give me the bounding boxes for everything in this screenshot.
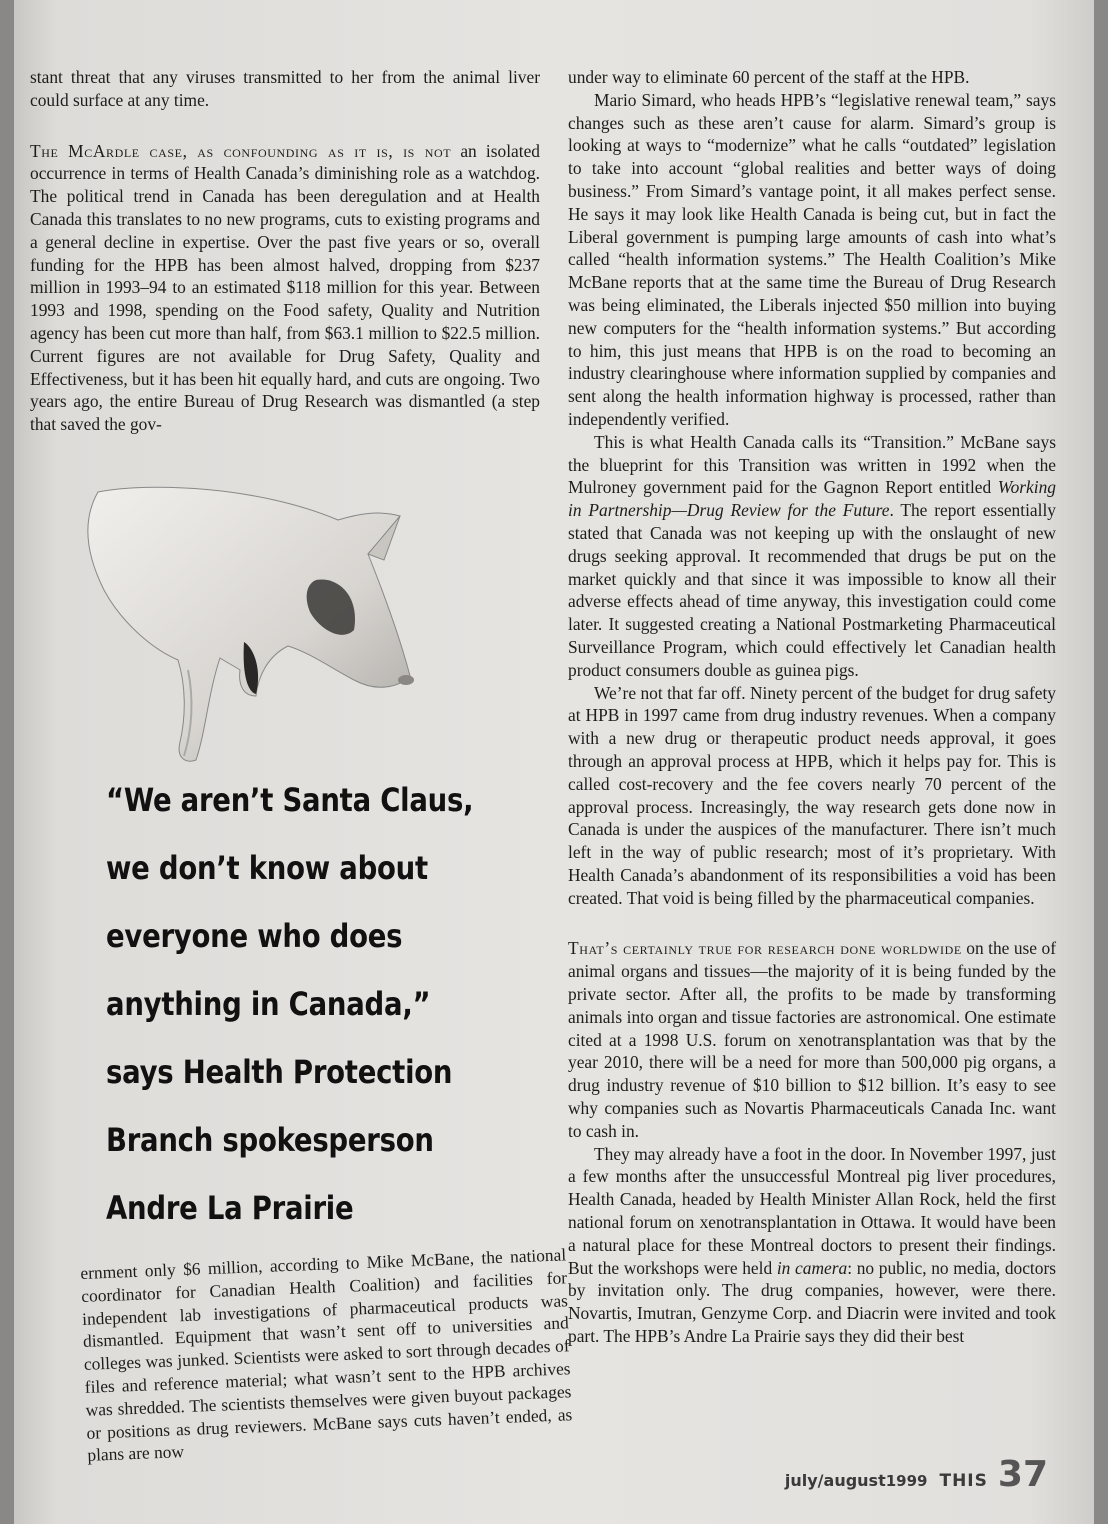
pig-illustration xyxy=(58,480,438,770)
section-body: an isolated occurrence in terms of Health Canada’s diminishing role as a watchdog. The political trend in Canada has been deregulation and at Health Canada this translates to no new programs, cuts to existing programs and a general decline in expertise. Over the past five years or so, overall funding for the HPB has been almost halved, dropping from $237 million in 1993–94 to an estimated $118 million for this year. Between 1993 and 1998, spending on the Food safety, Quality and Nutrition agency has been cut more than half, from $63.1 million to $22.5 million. Current figures are not available for Drug Safety, Quality and Effectiveness, but it has been hit equally hard, and cuts are ongoing. Two years ago, the entire Bureau of Drug Research was dismantled (a step that saved the gov- xyxy=(30,140,540,435)
paragraph-text: : no public, no media, doctors by invitation only. The drug companies, however, were there. Novartis, Imutran, Genzyme Corp. and Diacrin were invited and took part. The HPB’s Andre La Prairie says they did their best xyxy=(568,1257,1057,1347)
paragraph xyxy=(568,431,1056,682)
left-column-top xyxy=(30,66,540,436)
italic-phrase: in camera xyxy=(776,1257,848,1278)
pull-quote-line: everyone who does xyxy=(106,917,403,955)
magazine-page xyxy=(14,0,1094,1524)
paragraph: under way to eliminate 60 percent of the staff at the HPB. xyxy=(568,67,970,87)
report-title: Working in Partnership—Drug Review for the Future xyxy=(568,477,1056,521)
paragraph: Mario Simard, who heads HPB’s “legislative renewal team,” says changes such as these aren’t cause for alarm. Simard’s group is looking at ways to “modernize” what he calls “outdated” legislation to take into account “global realities and better ways of doing business.” From Simard’s vantage point, it all makes perfect sense. He says it may look like Health Canada is being cut, but in fact the Liberal government is pumping large amounts of cash into what’s called “health information systems.” The Health Coalition’s Mike McBane reports that at the same time the Bureau of Drug Research was being eliminated, the Liberals injected $50 million into buying new computers for the “health information systems.” But according to him, this just means that HPB is on the road to becoming an industry clearinghouse where information supplied by companies and sent along the health information highway is processed, rather than independently verified. xyxy=(568,89,1056,429)
pull-quote-line: “We aren’t Santa Claus, xyxy=(106,781,474,819)
right-column xyxy=(568,66,1056,1348)
left-column-bottom xyxy=(80,1243,574,1467)
section-lead-in: That’s certainly true for research done worldwide xyxy=(568,938,962,959)
paragraph xyxy=(568,1143,1056,1348)
section-lead-in: The McArdle case, as confounding as it is, is not xyxy=(30,140,452,161)
paragraph-text: This is what Health Canada calls its “Transition.” McBane says the blueprint for this Transition was written in 1992 when the Mulroney government paid for the Gagnon Report entitled xyxy=(568,431,1056,498)
paragraph-text: . The report essentially stated that Canada was not keeping up with the onslaught of new drugs seeking approval. It recommended that drugs be put on the market quickly and that since it was impossible to know all their adverse effects ahead of time anyway, this investigation could come later. It suggested creating a National Postmarketing Pharmaceutical Surveillance Program, which could effectively let Canadian health product consumers double as guinea pigs. xyxy=(568,500,1056,680)
pull-quote-line: we don’t know about xyxy=(106,849,428,887)
pull-quote-line: says Health Protection xyxy=(106,1053,453,1091)
pull-quote-line: Andre La Prairie xyxy=(106,1189,354,1227)
paragraph-text: They may already have a foot in the door. In November 1997, just a few months after the unsuccessful Montreal pig liver procedures, Health Canada, headed by Health Minister Allan Rock, held the first national forum on xenotransplantation in Ottawa. It would have been a natural place for these Montreal doctors to present their findings. But the workshops were held xyxy=(568,1143,1056,1278)
magazine-name: THIS xyxy=(939,1471,988,1491)
section-paragraph xyxy=(30,140,540,436)
pull-quote-line: anything in Canada,” xyxy=(106,985,431,1023)
intro-fragment: stant threat that any viruses transmitted to her from the animal liver could surface at any time. xyxy=(30,67,540,110)
pull-quote-line: Branch spokesperson xyxy=(106,1121,434,1159)
page-footer xyxy=(785,1454,1048,1495)
pull-quote xyxy=(106,766,474,1242)
section-paragraph xyxy=(568,937,1056,1142)
continuation-paragraph: ernment only $6 million, according to Mike McBane, the national coordinator for Canadian Health Coalition) and facilities for independent lab investigations of pharmaceutical products was dismantled. Equipment that wasn’t sent off to universities and colleges was junked. Scientists were asked to sort through decades of files and reference material; what wasn’t sent to the HPB archives was shredded. The scientists themselves were given buyout packages or positions as drug reviewers. McBane says cuts haven’t ended, as plans are now xyxy=(80,1244,573,1466)
page-number: 37 xyxy=(997,1454,1048,1495)
issue-year: 1999 xyxy=(885,1472,928,1490)
paragraph: We’re not that far off. Ninety percent of the budget for drug safety at HPB in 1997 came from drug industry revenues. When a company with a new drug or therapeutic product needs approval, it goes through an approval process at HPB, which it helps pay for. This is called cost-recovery and the fee covers nearly 70 percent of the approval process. Increasingly, the way research gets done now in Canada is under the auspices of the manufacturer. There isn’t much left in the way of public research; most of it’s proprietary. With Health Canada’s abandonment of its responsibilities a void has been created. That void is being filled by the pharmaceutical companies. xyxy=(568,682,1056,908)
section-body: on the use of animal organs and tissues—the majority of it is being funded by the private sector. After all, the profits to be made by transforming animals into organ and tissue factories are astronomical. One estimate cited at a 1998 U.S. forum on xenotransplantation was that by the year 2010, there will be a need for more than 500,000 pig organs, a drug industry revenue of $10 billion to $12 billion. It’s easy to see why companies such as Novartis Pharmaceuticals Canada Inc. want to cash in. xyxy=(568,938,1056,1141)
issue-date: july/august xyxy=(784,1471,886,1490)
